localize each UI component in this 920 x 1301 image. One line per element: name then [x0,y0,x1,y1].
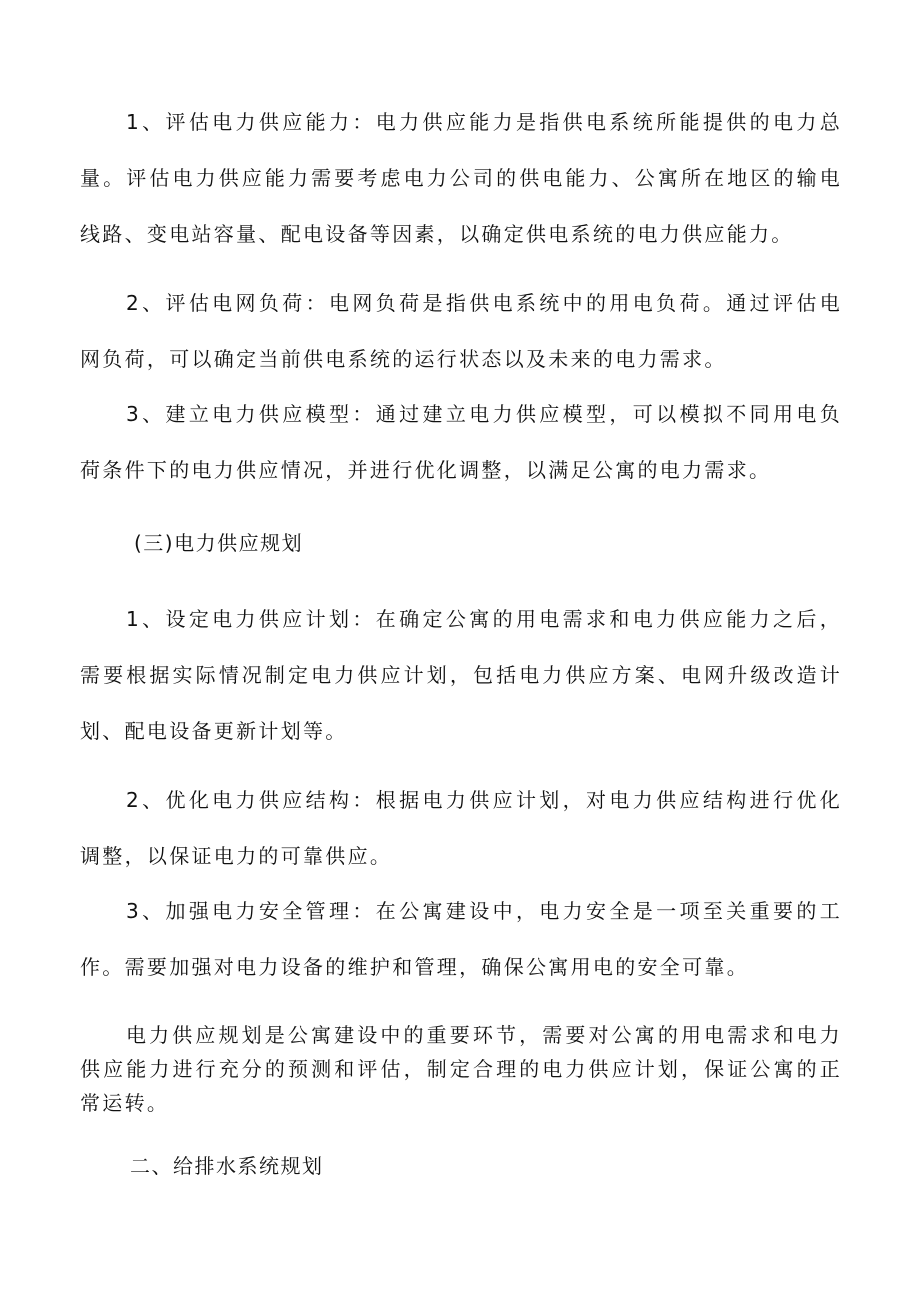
text-line: 供应能力进行充分的预测和评估，制定合理的电力供应计划，保证公寓的正 [80,1057,842,1081]
paragraph-assess-grid-load [80,275,842,387]
paragraph-optimize-supply-structure [80,772,842,884]
text-line: 荷条件下的电力供应情况，并进行优化调整，以满足公寓的电力需求。 [80,458,772,482]
paragraph-build-supply-model [80,386,842,498]
text-line: 需要根据实际情况制定电力供应计划，包括电力供应方案、电网升级改造计 [80,663,842,687]
text-line: 划、配电设备更新计划等。 [80,719,348,743]
text-line: 电力供应规划是公寓建设中的重要环节，需要对公寓的用电需求和电力 [126,1023,842,1047]
text-line: 3、建立电力供应模型：通过建立电力供应模型，可以模拟不同用电负 [126,402,842,426]
paragraph-assess-supply-capacity [80,94,842,262]
text-line: 1、评估电力供应能力：电力供应能力是指供电系统所能提供的电力总 [126,110,842,134]
paragraph-safety-management [80,883,842,995]
text-line: 2、优化电力供应结构：根据电力供应计划，对电力供应结构进行优化 [126,788,842,812]
text-line: 线路、变电站容量、配电设备等因素，以确定供电系统的电力供应能力。 [80,222,794,246]
text-line: 作。需要加强对电力设备的维护和管理，确保公寓用电的安全可靠。 [80,955,749,979]
text-line: 常运转。 [80,1091,170,1115]
text-line: 量。评估电力供应能力需要考虑电力公司的供电能力、公寓所在地区的输电 [80,166,842,190]
paragraph-summary [80,1018,842,1120]
text-line: 调整，以保证电力的可靠供应。 [80,844,393,868]
paragraph-set-supply-plan [80,591,842,759]
text-line: 3、加强电力安全管理：在公寓建设中，电力安全是一项至关重要的工 [126,899,842,923]
section-heading-water-system-planning: 二、给排水系统规划 [130,1154,324,1178]
text-line: 1、设定电力供应计划：在确定公寓的用电需求和电力供应能力之后， [126,607,842,631]
section-heading-power-supply-planning: (三)电力供应规划 [134,531,304,555]
text-line: 网负荷，可以确定当前供电系统的运行状态以及未来的电力需求。 [80,347,727,371]
text-line: 2、评估电网负荷：电网负荷是指供电系统中的用电负荷。通过评估电 [126,291,842,315]
